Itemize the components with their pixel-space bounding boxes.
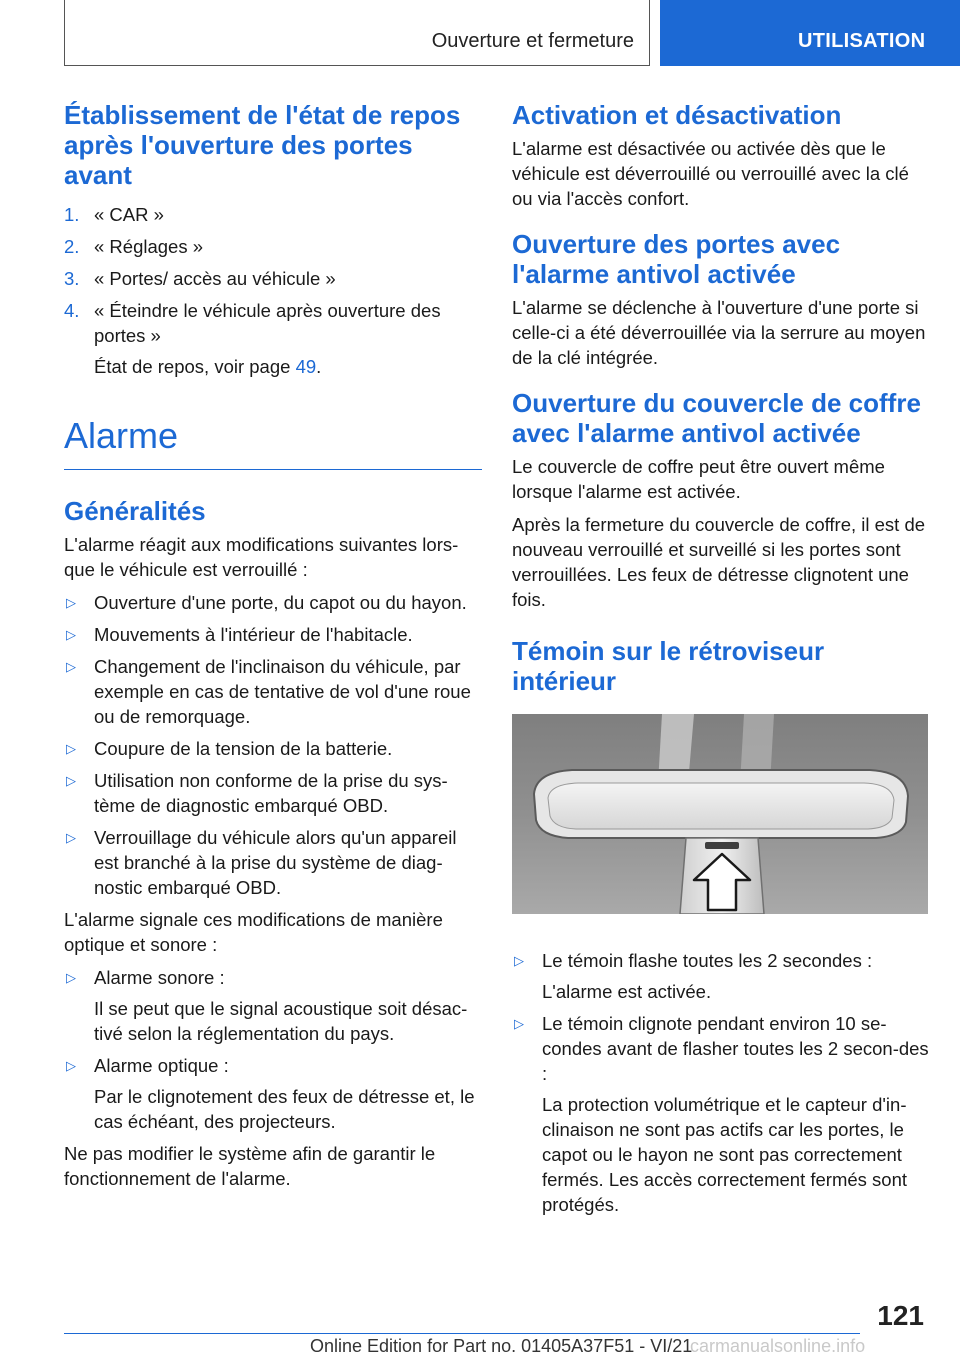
paragraph-final: Ne pas modifier le système afin de garantir le fonctionnement de l'alarme.: [64, 1143, 436, 1189]
footer-watermark: carmanualsonline.info: [690, 1336, 866, 1356]
triangle-bullet-icon: ▷: [514, 1016, 524, 1031]
triangle-bullet-icon: ▷: [514, 953, 524, 968]
page-number: 121: [877, 1300, 924, 1331]
step-text: « Éteindre le véhicule après ouverture des portes »: [94, 300, 441, 346]
step-number: 2.: [64, 236, 80, 257]
list-item: ▷ Utilisation non conforme de la prise du sys-tème de diagnostic embarqué OBD.: [66, 770, 448, 816]
paragraph-general: L'alarme réagit aux modifications suivantes lors-que le véhicule est verrouillé :: [64, 534, 459, 580]
header-section-title: Ouverture et fermeture: [431, 30, 634, 52]
right-column: [512, 100, 930, 1224]
triangle-bullet-icon: ▷: [66, 1058, 76, 1073]
list-item: ▷ Ouverture d'une porte, du capot ou du hayon.: [66, 592, 467, 613]
heading-mirror: Témoin sur le rétroviseur intérieur: [512, 636, 825, 696]
list-item: ▷ Alarme optique : Par le clignotement des feux de détresse et, le cas échéant, des projecteurs.: [66, 1055, 475, 1132]
list-item: ▷ Changement de l'inclinaison du véhicule, par exemple en cas de tentative de vol d'une roue ou de remorquage.: [66, 656, 471, 727]
page-link[interactable]: 49: [295, 356, 317, 377]
step-text: « Réglages »: [94, 236, 204, 257]
heading-doors: Ouverture des portes avec l'alarme antivol activée: [512, 229, 841, 289]
step-item: [64, 266, 482, 291]
triangle-bullet-icon: ▷: [66, 830, 76, 845]
list-item: ▷ Verrouillage du véhicule alors qu'un appareil est branché à la prise du système de diag-nostic embarqué OBD.: [66, 827, 457, 898]
header-chapter-label: UTILISATION: [798, 30, 926, 52]
step-text: « Portes/ accès au véhicule »: [94, 268, 336, 289]
heading-rule: [64, 469, 482, 470]
heading-alarm: Alarme: [64, 415, 179, 456]
paragraph-signal: L'alarme signale ces modifications de manière optique et sonore :: [64, 909, 443, 955]
list-item: ▷ Mouvements à l'intérieur de l'habitacle.: [66, 624, 413, 645]
mirror-illustration: [512, 714, 928, 914]
list-item: ▷ Le témoin clignote pendant environ 10 se-condes avant de flasher toutes les 2 secon-des : La protection volumétrique et le capteur d'in-clinaison ne sont pas actifs car les portes, le capot ou le hayon ne sont pas correctement fermés. Les accès correctement fermés sont protégés.: [514, 1013, 929, 1215]
footer-rule: [64, 1333, 860, 1334]
heading-general: Généralités: [64, 496, 206, 526]
paragraph-doors: L'alarme se déclenche à l'ouverture d'une porte si celle-ci a été déverrouillée via la serrure au moyen de la clé intégrée.: [512, 297, 926, 368]
mirror-image: [512, 714, 928, 914]
rest-state-reference: État de repos, voir page 49.: [94, 356, 322, 377]
indicator-list: [512, 948, 930, 1217]
heading-trunk: Ouverture du couvercle de coffre avec l'alarme antivol activée: [512, 388, 921, 448]
steps-list: [64, 202, 482, 379]
step-number: 1.: [64, 204, 80, 225]
list-item: ▷ Le témoin flashe toutes les 2 secondes : L'alarme est activée.: [514, 950, 873, 1002]
header-chapter-tab: [660, 0, 960, 66]
list-item: ▷ Alarme sonore : Il se peut que le signal acoustique soit désac-tivé selon la réglementation du pays.: [66, 967, 468, 1044]
footer-edition: Online Edition for Part no. 01405A37F51 - VI/21: [310, 1336, 693, 1356]
step-item: [64, 298, 482, 379]
step-text: « CAR »: [94, 204, 164, 225]
step-item: [64, 202, 482, 227]
heading-activation: Activation et désactivation: [512, 100, 842, 130]
step-item: [64, 234, 482, 259]
step-number: 4.: [64, 300, 80, 321]
paragraph-activation: L'alarme est désactivée ou activée dès que le véhicule est déverrouillé ou verrouillé avec la clé ou via l'accès confort.: [512, 138, 909, 209]
trigger-list: [64, 590, 482, 900]
triangle-bullet-icon: ▷: [66, 970, 76, 985]
triangle-bullet-icon: ▷: [66, 627, 76, 642]
step-number: 3.: [64, 268, 80, 289]
list-item: ▷ Coupure de la tension de la batterie.: [66, 738, 393, 759]
paragraph-trunk-1: Le couvercle de coffre peut être ouvert même lorsque l'alarme est activée.: [512, 456, 885, 502]
signal-list: [64, 965, 482, 1134]
left-column: [64, 100, 482, 1191]
triangle-bullet-icon: ▷: [66, 773, 76, 788]
paragraph-trunk-2: Après la fermeture du couvercle de coffre, il est de nouveau verrouillé et surveillé si les portes sont verrouillées. Les feux de détresse clignotent une fois.: [512, 514, 926, 610]
heading-rest-state: Établissement de l'état de repos après l'ouverture des portes avant: [64, 100, 461, 190]
triangle-bullet-icon: ▷: [66, 741, 76, 756]
triangle-bullet-icon: ▷: [66, 659, 76, 674]
triangle-bullet-icon: ▷: [66, 595, 76, 610]
